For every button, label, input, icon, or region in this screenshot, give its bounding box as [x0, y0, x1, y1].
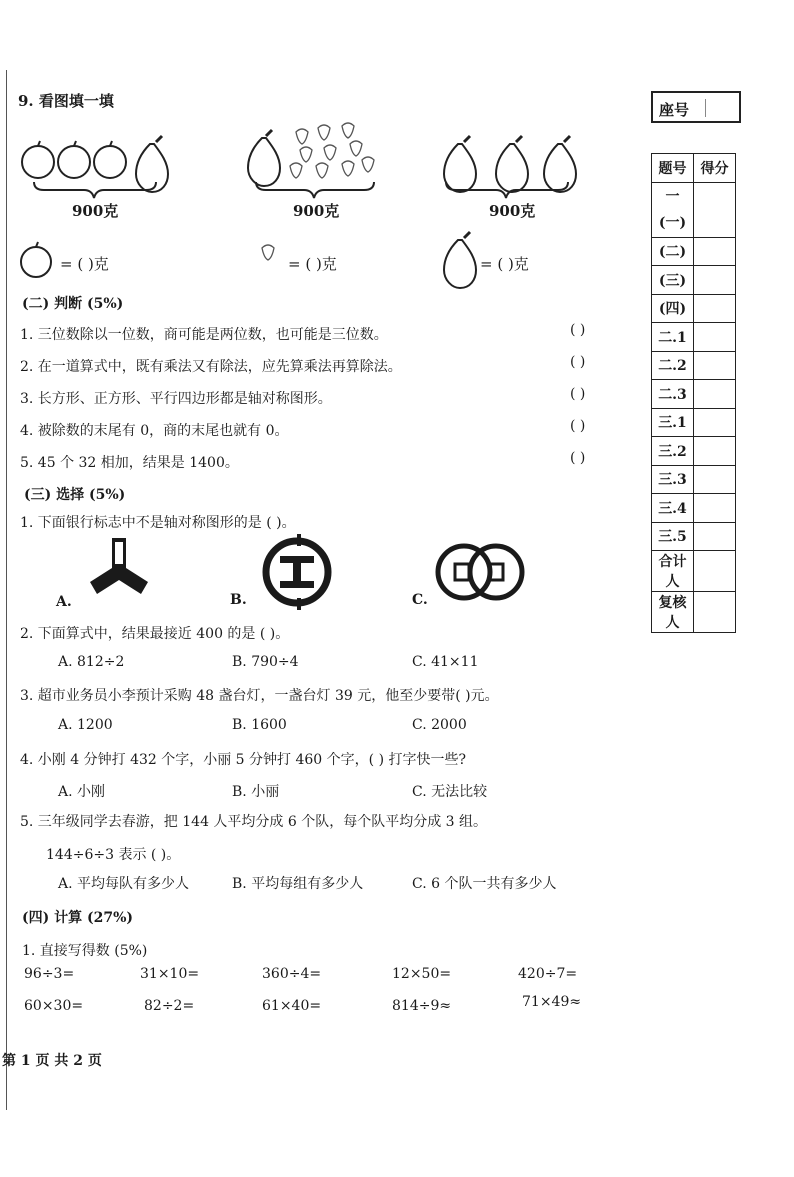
score-row-label: 三.4: [652, 494, 694, 523]
seat-number-box[interactable]: [651, 91, 741, 123]
score-row-label: 三.5: [652, 522, 694, 551]
calc-item[interactable]: 31×10=: [140, 966, 200, 982]
choice-question: 5. 三年级同学去春游，把 144 人平均分成 6 个队，每个队平均分成 3 组。: [20, 814, 488, 830]
choice-option[interactable]: B. 平均每组有多少人: [232, 876, 364, 892]
pear-icon: [136, 136, 168, 192]
score-cell[interactable]: [694, 380, 736, 409]
score-cell[interactable]: [694, 592, 736, 633]
score-row-label: (三): [652, 266, 694, 295]
score-row-label: (二): [652, 237, 694, 266]
judge-answer-blank[interactable]: ( ): [570, 354, 586, 370]
triskelion-logo-icon: [90, 538, 148, 594]
score-row-label: 三.3: [652, 465, 694, 494]
choice-option[interactable]: C. 无法比较: [412, 784, 488, 800]
choice-option[interactable]: C. 2000: [412, 717, 467, 733]
calc-item[interactable]: 96÷3=: [24, 966, 75, 982]
calc-item[interactable]: 12×50=: [392, 966, 452, 982]
judge-item: 5. 45 个 32 相加，结果是 1400。: [20, 455, 239, 471]
judge-item: 1. 三位数除以一位数，商可能是两位数，也可能是三位数。: [20, 327, 388, 343]
calc-item[interactable]: 71×49≈: [522, 994, 582, 1010]
choice-question: 3. 超市业务员小李预计采购 48 盏台灯，一盏台灯 39 元，他至少要带( )元。: [20, 688, 499, 704]
choice-option[interactable]: B. 小丽: [232, 784, 280, 800]
pear-weight-blank[interactable]: = ( )克: [480, 255, 529, 273]
apple-icon: [21, 242, 51, 277]
strawberry-icon: [290, 123, 374, 178]
judge-item: 4. 被除数的末尾有 0，商的末尾也就有 0。: [20, 423, 289, 439]
score-header-question: 题号: [652, 154, 694, 183]
page-footer: 第 1 页 共 2 页: [2, 1053, 102, 1069]
strawberry-weight-blank[interactable]: = ( )克: [288, 255, 337, 273]
weight-label: 900克: [489, 202, 536, 220]
calc-section-title: (四) 计算 (27%): [22, 910, 134, 926]
choice-question: 4. 小刚 4 分钟打 432 个字，小丽 5 分钟打 460 个字，( ) 打字快一些?: [20, 752, 466, 768]
score-cell[interactable]: [694, 522, 736, 551]
judge-answer-blank[interactable]: ( ): [570, 322, 586, 338]
q9-title: 9. 看图填一填: [18, 92, 114, 110]
score-cell[interactable]: [694, 408, 736, 437]
apple-icon: [22, 141, 126, 178]
choice-question: 2. 下面算式中，结果最接近 400 的是 ( )。: [20, 626, 290, 642]
choice-section-title: (三) 选择 (5%): [24, 487, 126, 503]
score-cell[interactable]: [694, 551, 736, 592]
score-row-label: 三.1: [652, 408, 694, 437]
weight-label: 900克: [72, 202, 119, 220]
calc-item[interactable]: 60×30=: [24, 998, 84, 1014]
choice-option[interactable]: C. 6 个队一共有多少人: [412, 876, 557, 892]
score-row-label: 一 (一): [652, 182, 694, 237]
bank-logos: [0, 528, 600, 618]
score-row-label: 三.2: [652, 437, 694, 466]
calc-item[interactable]: 360÷4=: [262, 966, 322, 982]
score-row-label: 二.3: [652, 380, 694, 409]
calc-item[interactable]: 61×40=: [262, 998, 322, 1014]
score-row-label: 合计人: [652, 551, 694, 592]
score-cell[interactable]: [694, 465, 736, 494]
calc-item[interactable]: 82÷2=: [144, 998, 195, 1014]
choice-option[interactable]: B. 790÷4: [232, 654, 299, 670]
choice-option[interactable]: C.: [412, 592, 428, 608]
pear-icon: [248, 130, 280, 186]
score-row-label: 复核人: [652, 592, 694, 633]
pear-icon: [444, 136, 576, 192]
seat-label: 座号: [659, 101, 690, 119]
choice-option[interactable]: A.: [56, 594, 72, 610]
choice-option[interactable]: A. 小刚: [58, 784, 106, 800]
choice-option[interactable]: B.: [230, 592, 247, 608]
score-cell[interactable]: [694, 494, 736, 523]
pear-icon: [444, 232, 476, 288]
choice-option[interactable]: A. 平均每队有多少人: [58, 876, 190, 892]
judge-answer-blank[interactable]: ( ): [570, 418, 586, 434]
judge-item: 3. 长方形、正方形、平行四边形都是轴对称图形。: [20, 391, 332, 407]
score-row-label: 二.1: [652, 323, 694, 352]
score-cell[interactable]: [694, 437, 736, 466]
choice-question: 1. 下面银行标志中不是轴对称图形的是 ( )。: [20, 515, 296, 531]
calc-subtitle: 1. 直接写得数 (5%): [22, 943, 148, 959]
calc-item[interactable]: 420÷7=: [518, 966, 578, 982]
choice-option[interactable]: A. 1200: [58, 717, 113, 733]
calc-item[interactable]: 814÷9≈: [392, 998, 452, 1014]
choice-option[interactable]: B. 1600: [232, 717, 287, 733]
score-row-label: (四): [652, 294, 694, 323]
judge-item: 2. 在一道算式中，既有乘法又有除法，应先算乘法再算除法。: [20, 359, 402, 375]
strawberry-icon: [262, 245, 274, 260]
score-row-label: 二.2: [652, 351, 694, 380]
coins-logo-icon: [438, 546, 522, 598]
choice-option[interactable]: C. 41×11: [412, 654, 479, 670]
weight-label: 900克: [293, 202, 340, 220]
score-header-score: 得分: [694, 154, 736, 183]
apple-weight-blank[interactable]: = ( )克: [60, 255, 109, 273]
brace-2: [256, 182, 374, 198]
icbc-logo-icon: [266, 534, 328, 610]
judge-answer-blank[interactable]: ( ): [570, 450, 586, 466]
choice-option[interactable]: A. 812÷2: [58, 654, 125, 670]
judge-section-title: (二) 判断 (5%): [22, 296, 124, 312]
judge-answer-blank[interactable]: ( ): [570, 386, 586, 402]
seat-input-mark: [705, 99, 706, 117]
brace-1: [34, 182, 156, 198]
choice-question-line2: 144÷6÷3 表示 ( )。: [46, 847, 181, 863]
